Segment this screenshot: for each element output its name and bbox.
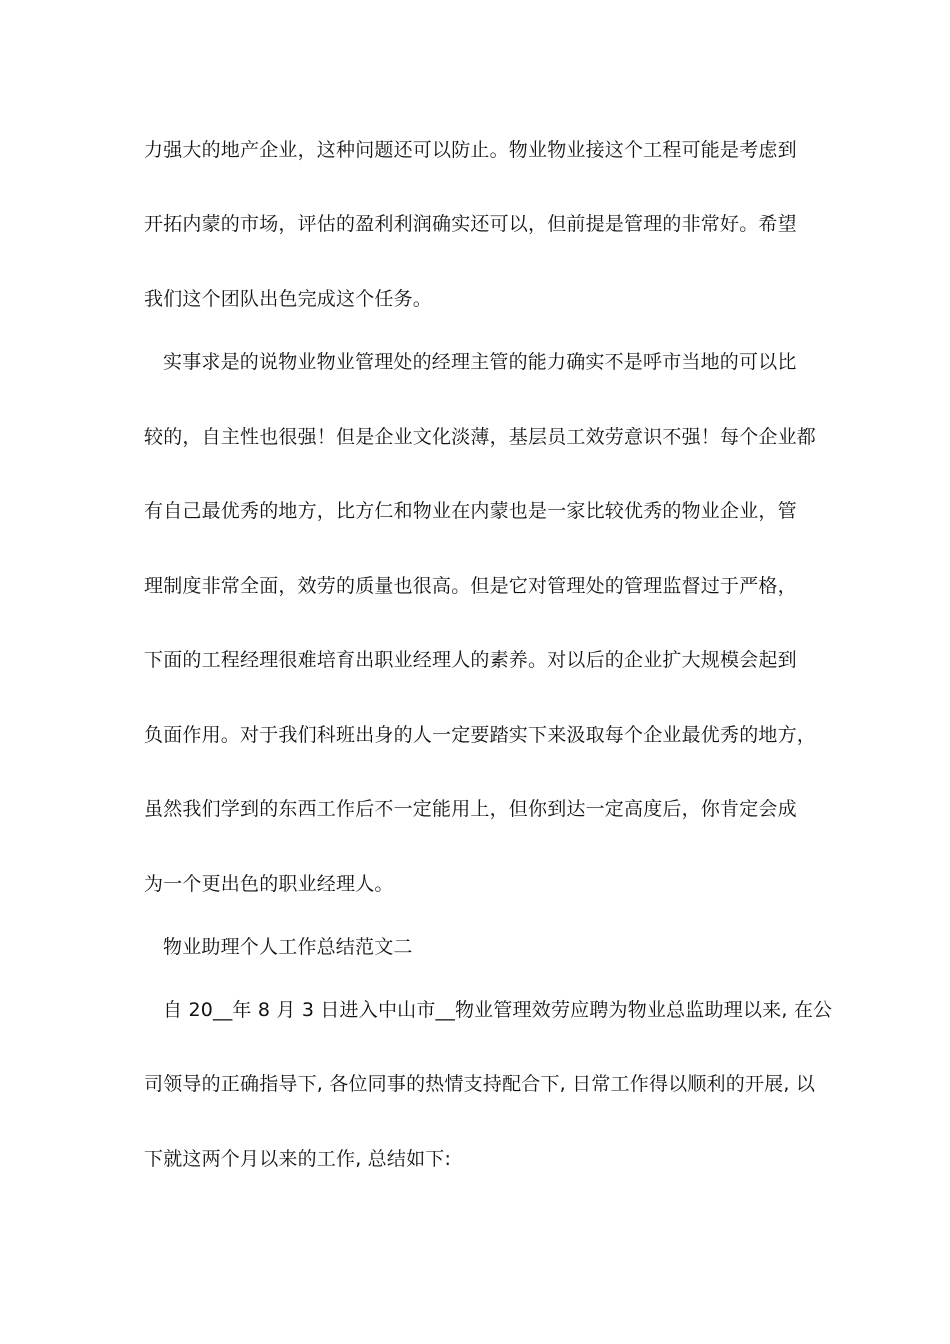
section-heading: 物业助理个人工作总结范文二 <box>163 936 413 958</box>
paragraph-line: 司领导的正确指导下, 各位同事的热情支持配合下, 日常工作得以顺利的开展, 以 <box>144 1073 816 1095</box>
paragraph-line: 下面的工程经理很难培育出职业经理人的素养。对以后的企业扩大规模会起到 <box>144 649 797 671</box>
paragraph-line: 力强大的地产企业，这种问题还可以防止。物业物业接这个工程可能是考虑到 <box>144 139 797 161</box>
paragraph-line: 实事求是的说物业物业管理处的经理主管的能力确实不是呼市当地的可以比 <box>163 351 797 373</box>
paragraph-line: 较的，自主性也很强！但是企业文化淡薄，基层员工效劳意识不强！每个企业都 <box>144 426 817 448</box>
paragraph-line: 开拓内蒙的市场，评估的盈利利润确实还可以，但前提是管理的非常好。希望 <box>144 213 797 235</box>
paragraph-line: 自 20__年 8 月 3 日进入中山市__物业管理效劳应聘为物业总监助理以来, 在公 <box>163 999 833 1021</box>
paragraph-line: 我们这个团队出色完成这个任务。 <box>144 288 433 310</box>
paragraph-line: 有自己最优秀的地方，比方仁和物业在内蒙也是一家比较优秀的物业企业，管 <box>144 500 797 522</box>
paragraph-line: 下就这两个月以来的工作, 总结如下: <box>144 1148 452 1170</box>
paragraph-line: 为一个更出色的职业经理人。 <box>144 873 394 895</box>
paragraph-line: 负面作用。对于我们科班出身的人一定要踏实下来汲取每个企业最优秀的地方， <box>144 724 817 746</box>
paragraph-line: 理制度非常全面，效劳的质量也很高。但是它对管理处的管理监督过于严格， <box>144 575 797 597</box>
paragraph-line: 虽然我们学到的东西工作后不一定能用上，但你到达一定高度后，你肯定会成 <box>144 798 797 820</box>
